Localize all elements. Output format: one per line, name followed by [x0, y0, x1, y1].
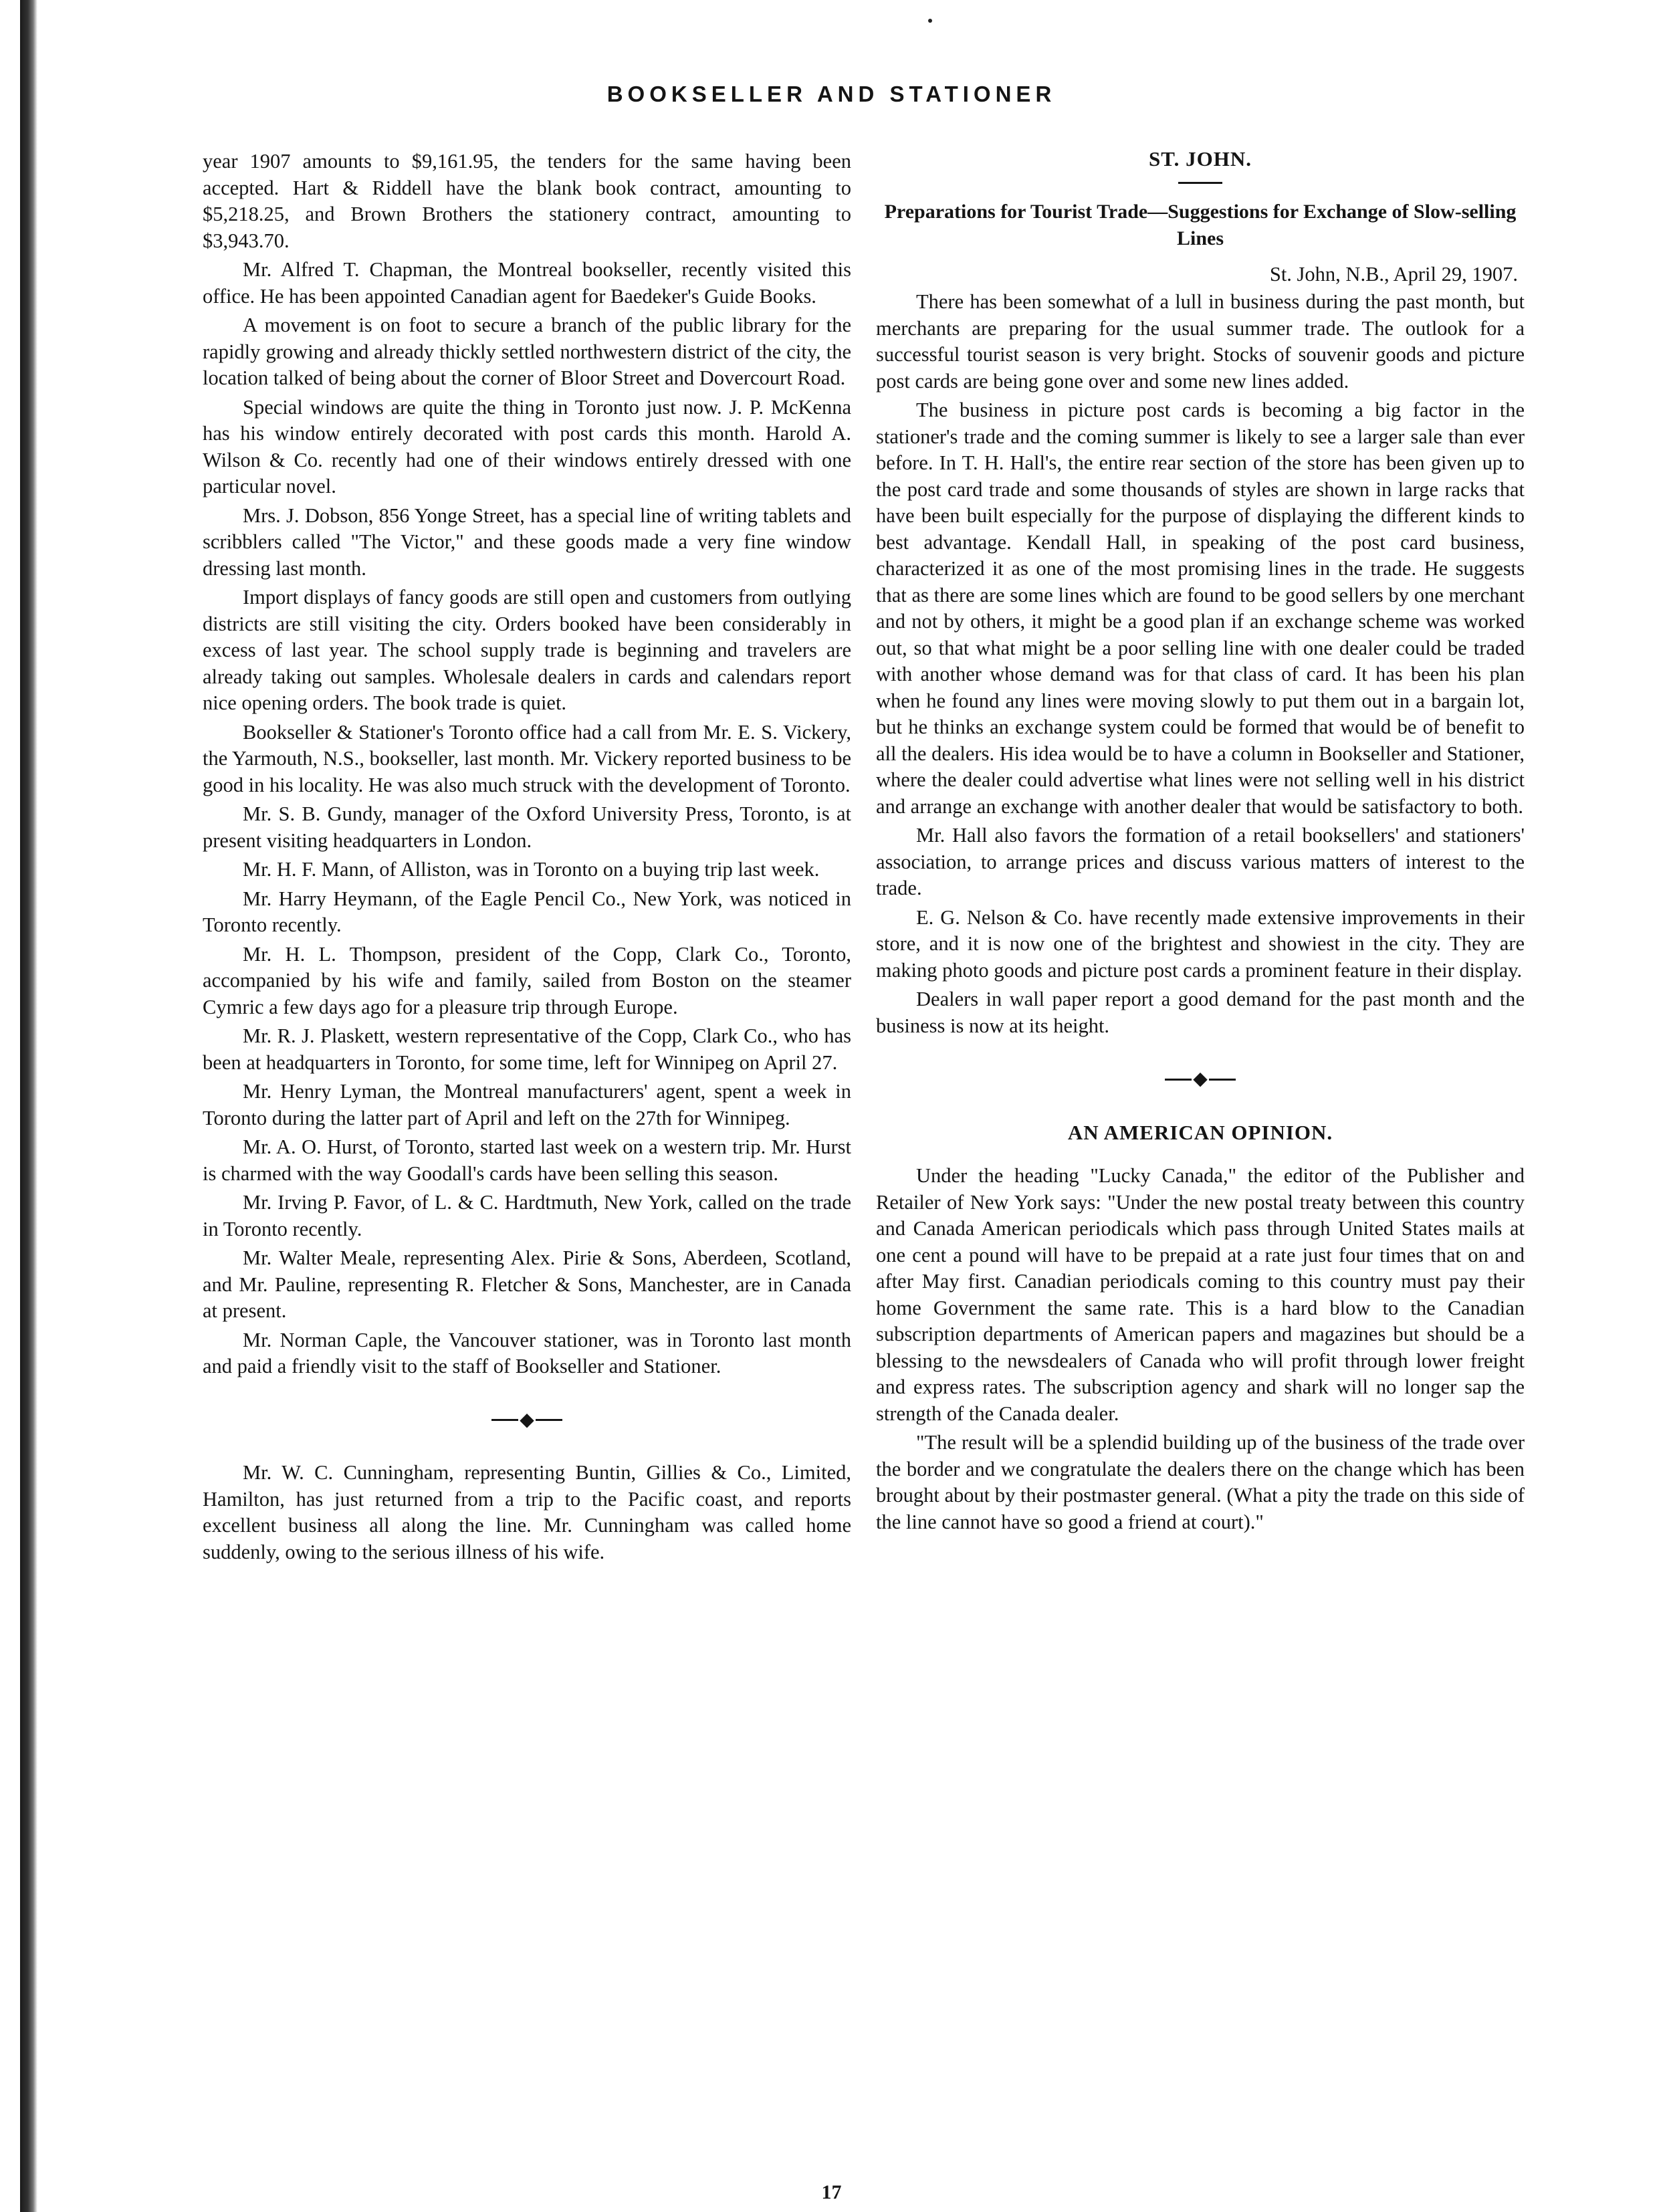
left-paragraph: year 1907 amounts to $9,161.95, the tenders for the same having been accepted. Hart & Riddell have the blank book contract, amounting to $5,218.25, and Brown Brothers the stationery contract, amounting to $3,943.70. — [203, 150, 851, 252]
section-title-american-opinion: AN AMERICAN OPINION. — [1067, 1120, 1333, 1144]
right-paragraph: The business in picture post cards is becoming a big factor in the stationer's trade and the coming summer is likely to see a larger sale than ever before. In T. H. Hall's, the entire rear section of the store has been given up to the post card trade and some thousands of styles are shown in large racks that have been built especially for the purpose of displaying the different kinds to best advantage. Kendall Hall, in speaking of the post card business, characterized it as one of the most promising lines in the trade. He suggests that as there are some lines which are found to be good sellers by one merchant and not by others, it might be a good plan if an exchange scheme was worked out, so that what might be a poor selling line with one dealer could be traded with another whose demand was for that class of card. It has been his plan when he found any lines were moving slowly to put them out in a bargain lot, but he thinks an exchange system could be formed that would be of benefit to all the dealers. His idea would be to have a column in Bookseller and Stationer, where the dealer could advertise what lines were not selling well in his district and arrange an exchange with another dealer that would be satisfactory to both. — [876, 399, 1525, 818]
left-paragraph: Mrs. J. Dobson, 856 Yonge Street, has a special line of writing tablets and scribblers called "The Victor," and these goods made a very fine window dressing last month. — [203, 504, 851, 580]
right-paragraph: Mr. Hall also favors the formation of a retail booksellers' and stationers' association, to arrange prices and discuss various matters of interest to the trade. — [876, 824, 1525, 899]
left-paragraph: Mr. Harry Heymann, of the Eagle Pencil Co., New York, was noticed in Toronto recently. — [203, 887, 851, 936]
right-paragraph: "The result will be a splendid building up of the business of the trade over the border and we congratulate the dealers there on the change which has been brought about by their postmaster general. (What a pity the trade on this side of the line cannot have so good a friend at court)." — [876, 1431, 1525, 1533]
right-paragraph: There has been somewhat of a lull in business during the past month, but merchants are preparing for the usual summer trade. The outlook for a successful tourist season is very bright. Stocks of souvenir goods and picture post cards are being gone over and some new lines added. — [876, 290, 1525, 393]
right-column — [876, 146, 1525, 1538]
left-column — [203, 148, 851, 1568]
left-paragraph: Special windows are quite the thing in Toronto just now. J. P. McKenna has his window entirely decorated with post cards this month. Harold A. Wilson & Co. recently had one of their windows entirely dressed with one particular novel. — [203, 395, 851, 497]
right-paragraph: E. G. Nelson & Co. have recently made extensive improvements in their store, and it is now one of the brightest and showiest in the city. They are making photo goods and picture post cards a prominent feature in their display. — [876, 905, 1525, 982]
print-speck — [928, 19, 932, 23]
left-paragraph: Mr. Alfred T. Chapman, the Montreal bookseller, recently visited this office. He has been appointed Canadian agent for Baedeker's Guide Books. — [203, 258, 851, 308]
left-paragraph: Mr. A. O. Hurst, of Toronto, started last week on a western trip. Mr. Hurst is charmed with the way Goodall's cards have been selling this season. — [203, 1135, 851, 1185]
dateline: St. John, N.B., April 29, 1907. — [1269, 262, 1518, 286]
running-head: BOOKSELLER AND STATIONER — [606, 82, 1057, 106]
left-paragraph: A movement is on foot to secure a branch of the public library for the rapidly growing and already thickly settled northwestern district of the city, the location talked of being about the corner of Bloor Street and Dovercourt Road. — [203, 314, 851, 389]
left-paragraph: Mr. S. B. Gundy, manager of the Oxford University Press, Toronto, is at present visiting headquarters in London. — [203, 802, 851, 852]
section-title-st-john: ST. JOHN. — [1149, 147, 1252, 171]
left-paragraph: Mr. H. F. Mann, of Alliston, was in Toronto on a buying trip last week. — [243, 858, 820, 881]
left-paragraph: Mr. H. L. Thompson, president of the Copp, Clark Co., Toronto, accompanied by his wife and family, sailed from Boston on the steamer Cymric a few days ago for a pleasure trip through Europe. — [203, 942, 851, 1018]
section-ornament: ◆ — [876, 1065, 1525, 1093]
right-paragraph: Under the heading "Lucky Canada," the editor of the Publisher and Retailer of New York says: "Under the new postal treaty between this country and Canada American periodicals which pass through United States mails at one cent a pound will have to be prepaid at a rate just four times that on and after May first. Canadian periodicals coming to this country must pay their home Government the same rate. This is a hard blow to the Canadian subscription departments of American papers and magazines but should be a blessing to the newsdealers of Canada who will profit through lower freight and express rates. The subscription agency and shark will no longer sap the strength of the Canada dealer. — [876, 1164, 1525, 1425]
title-rule — [1178, 182, 1222, 184]
left-paragraph: Mr. R. J. Plaskett, western representative of the Copp, Clark Co., who has been at headquarters in Toronto, for some time, left for Winnipeg on April 27. — [203, 1024, 851, 1074]
left-paragraph: Mr. Irving P. Favor, of L. & C. Hardtmuth, New York, called on the trade in Toronto recently. — [203, 1191, 851, 1240]
section-subtitle: Preparations for Tourist Trade—Suggestions for Exchange of Slow-selling Lines — [884, 200, 1517, 249]
left-paragraph: Mr. W. C. Cunningham, representing Buntin, Gillies & Co., Limited, Hamilton, has just returned from a trip to the Pacific coast, and reports excellent business all along the line. Mr. Cunningham was called home suddenly, owing to the serious illness of his wife. — [203, 1461, 851, 1563]
page-number: 17 — [821, 2181, 842, 2203]
left-paragraph: Mr. Walter Meale, representing Alex. Pirie & Sons, Aberdeen, Scotland, and Mr. Pauline, representing R. Fletcher & Sons, Manchester, are in Canada at present. — [203, 1246, 851, 1322]
page-binding-edge — [20, 0, 37, 2212]
section-ornament: ◆ — [203, 1406, 851, 1434]
left-paragraph: Import displays of fancy goods are still open and customers from outlying districts are still visiting the city. Orders booked have been considerably in excess of last year. The school supply trade is beginning and travelers are already taking out samples. Wholesale dealers in cards and calendars report nice opening orders. The book trade is quiet. — [203, 586, 851, 714]
left-paragraph: Mr. Norman Caple, the Vancouver stationer, was in Toronto last month and paid a friendly visit to the staff of Bookseller and Stationer. — [203, 1328, 851, 1377]
left-paragraph: Bookseller & Stationer's Toronto office had a call from Mr. E. S. Vickery, the Yarmouth, N.S., bookseller, last month. Mr. Vickery reported business to be good in his locality. He was also much struck with the development of Toronto. — [203, 720, 851, 796]
left-paragraph: Mr. Henry Lyman, the Montreal manufacturers' agent, spent a week in Toronto during the latter part of April and left on the 27th for Winnipeg. — [203, 1080, 851, 1129]
right-paragraph: Dealers in wall paper report a good demand for the past month and the business is now at its height. — [876, 988, 1525, 1037]
